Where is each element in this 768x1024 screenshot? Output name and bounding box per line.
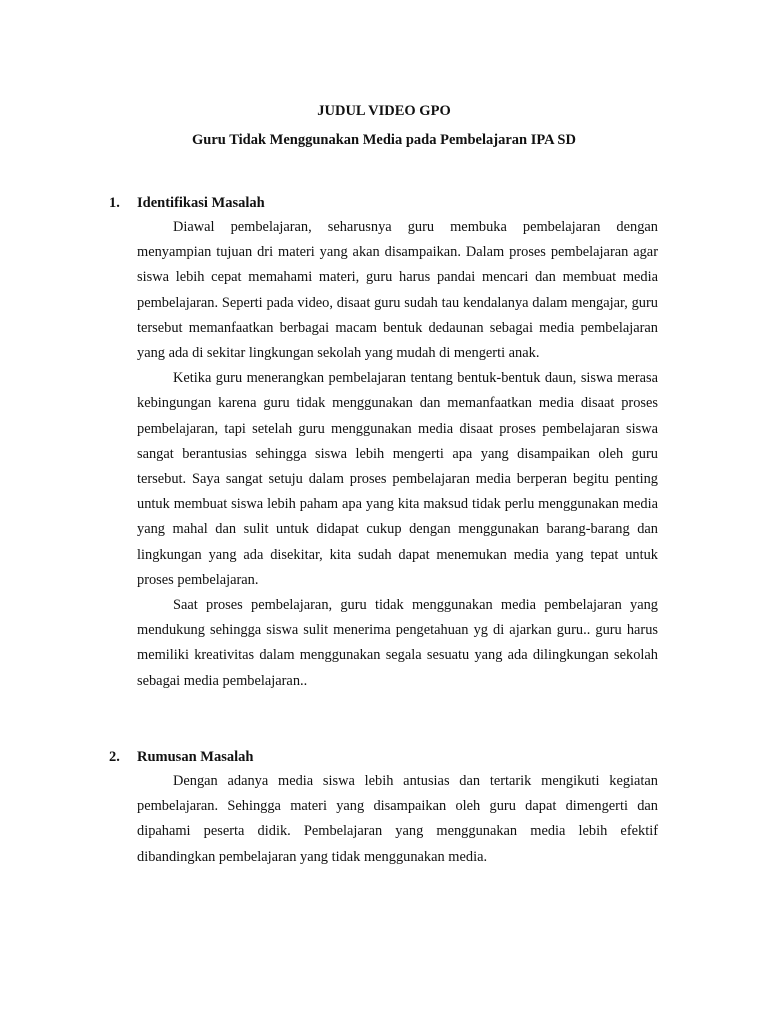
- section-body-identifikasi: [137, 215, 658, 694]
- section-heading-rumusan: [109, 749, 253, 766]
- document-title: JUDUL VIDEO GPO: [317, 103, 451, 119]
- paragraph: Diawal pembelajaran, seharusnya guru membuka pembelajaran dengan menyampian tujuan dri materi yang akan disampaikan. Dalam proses pembelajaran agar siswa lebih cepat memahami materi, guru harus pandai mencari dan membuat media pembelajaran. Seperti pada video, disaat guru sudah tau kendalanya dalam mengajar, guru tersebut memanfaatkan berbagai macam bentuk dedaunan sebagai media pembelajaran yang ada di sekitar lingkungan sekolah yang mudah di mengerti anak.: [137, 219, 658, 362]
- section-body-rumusan: [137, 769, 658, 870]
- section-title: Identifikasi Masalah: [137, 195, 265, 211]
- section-number: 1.: [109, 195, 120, 211]
- section-number: 2.: [109, 749, 120, 765]
- paragraph: Dengan adanya media siswa lebih antusias dan tertarik mengikuti kegiatan pembelajaran. Sehingga materi yang disampaikan oleh guru dapat dimengerti dan dipahami peserta didik. Pembelajaran yang menggunakan media lebih efektif dibandingkan pembelajaran yang tidak menggunakan media.: [137, 773, 658, 865]
- document-subtitle: Guru Tidak Menggunakan Media pada Pembelajaran IPA SD: [192, 132, 576, 148]
- section-title: Rumusan Masalah: [137, 749, 254, 765]
- paragraph: Saat proses pembelajaran, guru tidak menggunakan media pembelajaran yang mendukung sehingga siswa sulit menerima pengetahuan yg di ajarkan guru.. guru harus memiliki kreativitas dalam menggunakan segala sesuatu yang ada dilingkungan sekolah sebagai media pembelajaran..: [137, 597, 658, 689]
- section-heading-identifikasi: [109, 195, 265, 212]
- paragraph: Ketika guru menerangkan pembelajaran tentang bentuk-bentuk daun, siswa merasa kebingungan karena guru tidak menggunakan dan memanfaatkan media disaat proses pembelajaran, tapi setelah guru menggunakan media disaat proses pembelajaran siswa sangat berantusias sehingga siswa lebih mengerti apa yang disampaikan oleh guru tersebut. Saya sangat setuju dalam proses pembelajaran media berperan begitu penting untuk membuat siswa lebih paham apa yang kita maksud tidak perlu menggunakan media yang mahal dan sulit untuk didapat cukup dengan menggunakan barang-barang dan lingkungan yang ada disekitar, kita sudah dapat menemukan media yang tepat untuk proses pembelajaran.: [137, 370, 658, 588]
